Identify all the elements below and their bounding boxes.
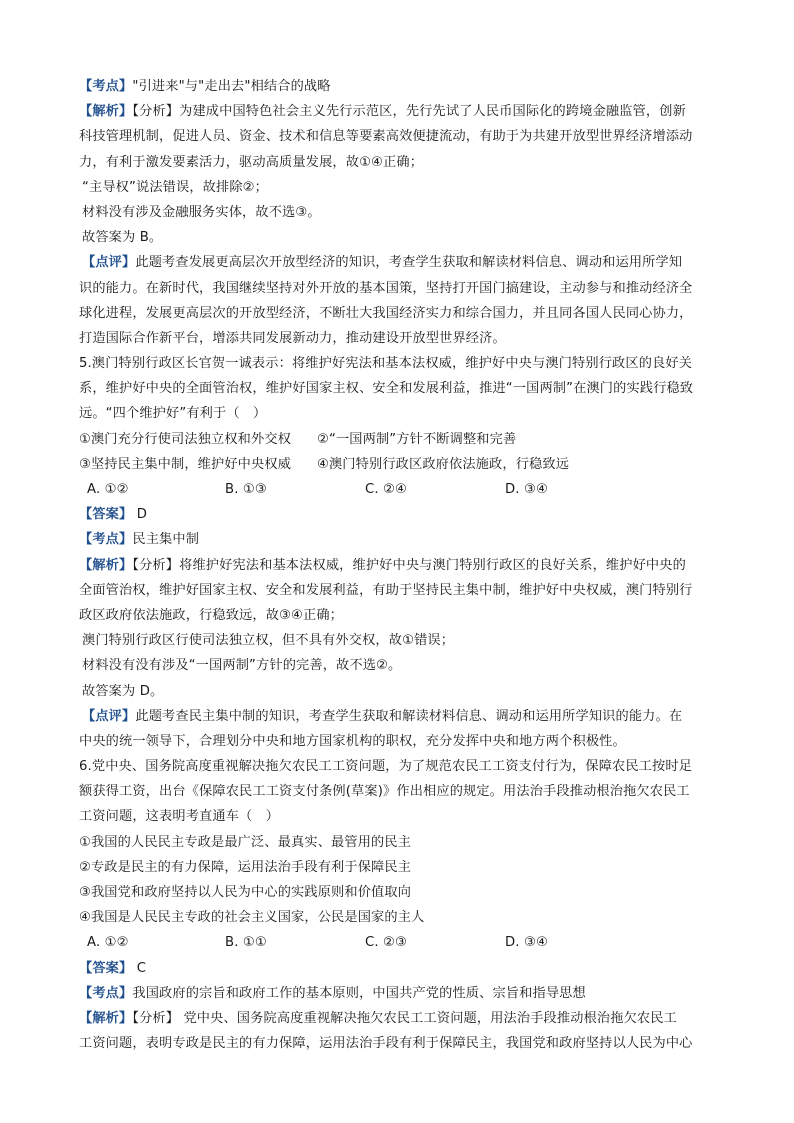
q5-jiexi-line-4: 澳门特别行政区行使司法独立权，但不具有外交权，故①错误；	[82, 633, 455, 649]
dianping-text: 此题考查民主集中制的知识，考查学生获取和解读材料信息、调动和运用所学知识的能力。在	[135, 708, 683, 724]
q6-item-3: ③我国党和政府坚持以人民为中心的实践原则和价值取向	[79, 885, 412, 900]
q5-dianping-line-2: 中央的统一领导下，合理划分中央和地方国家机构的职权，充分发挥中央和地方两个积极性。	[79, 733, 626, 749]
q5-stem-line-2: 系，维护好中央的全面管治权，维护好国家主权、安全和发展利益，推进“一国两制”在澳门的实践行稳致	[79, 381, 694, 397]
q4-jiexi-line-2: 科技管理机制，促进人员、资金、技术和信息等要素高效便捷流动，有助于为共建开放型世界经济增添动	[79, 129, 693, 145]
label-jiexi: 【解析】	[79, 1010, 133, 1026]
q5-items-row-1	[79, 427, 722, 452]
jiexi-text: 【分析】将维护好宪法和基本法权威，维护好中央与澳门特别行政区的良好关系，维护好中央的	[132, 557, 686, 573]
daan-value: D	[136, 507, 148, 523]
q5-jiexi-line-2: 全面管治权，维护好国家主权、安全和发展利益，有助于坚持民主集中制，维护好中央权威，澳门特别行	[79, 582, 693, 598]
label-dianping: 【点评】	[82, 708, 136, 724]
q5-jiexi-line-5: 材料没有没有涉及“一国两制”方针的完善，故不选②。	[82, 658, 402, 674]
q5-item-1: ①澳门充分行使司法独立权和外交权	[79, 431, 292, 447]
q5-item-4: ④澳门特别行政区政府依法施政，行稳致远	[317, 456, 570, 472]
q5-choices	[79, 477, 722, 502]
q5-dianping-line-1	[79, 704, 722, 729]
label-daan: 【答案】	[79, 507, 133, 523]
q5-choice-b: B. ①③	[225, 482, 267, 497]
label-daan: 【答案】	[79, 960, 133, 976]
q4-kaodian	[79, 74, 722, 99]
q6-stem-line-2: 额获得工资，出台《保障农民工工资支付条例(草案)》作出相应的规定。用法治手段推动根治拖欠农民工	[79, 784, 690, 800]
q6-stem-line-1: 6.党中央、国务院高度重视解决拖欠农民工工资问题，为了规范农民工工资支付行为，保障农民工按时足	[79, 759, 693, 775]
q6-stem-line-3: 工资问题，这表明考直通车（ ）	[79, 809, 280, 825]
q5-item-2: ②“一国两制”方针不断调整和完善	[317, 431, 517, 447]
q5-jiexi-line-6: 故答案为 D。	[82, 683, 164, 699]
label-kaodian: 【考点】	[79, 532, 133, 548]
q4-jiexi-line-3: 力，有利于激发要素活力，驱动高质量发展，故①④正确；	[79, 154, 424, 170]
q6-choice-a: A. ①②	[87, 935, 129, 951]
q4-jiexi-line-1	[79, 99, 722, 124]
q6-choice-b: B. ①①	[225, 935, 267, 951]
q5-choice-d: D. ③④	[505, 482, 548, 497]
q6-jiexi-line-2: 工资问题，表明专政是民主的有力保障，运用法治手段有利于保障民主，我国党和政府坚持以人民为中心	[79, 1036, 693, 1052]
q6-choice-d: D. ③④	[505, 935, 548, 951]
q6-jiexi-line-1	[79, 1006, 722, 1031]
label-kaodian: 【考点】	[79, 985, 133, 1001]
q5-daan	[79, 502, 722, 527]
q5-choice-a: A. ①②	[87, 482, 129, 497]
q4-dianping-line-2: 识的能力。在新时代，我国继续坚持对外开放的基本国策，坚持打开国门搞建设，主动参与和推动经济全	[79, 280, 693, 296]
jiexi-text: 【分析】 党中央、国务院高度重视解决拖欠农民工工资问题，用法治手段推动根治拖欠农民工	[132, 1010, 677, 1026]
q6-daan	[79, 956, 722, 981]
q4-dianping-line-1	[79, 250, 722, 275]
q5-jiexi-line-1	[79, 553, 722, 578]
q5-choice-c: C. ②④	[365, 482, 407, 497]
kaodian-text: 民主集中制	[132, 532, 200, 548]
kaodian-text: "引进来"与"走出去"相结合的战略	[132, 79, 331, 94]
label-jiexi: 【解析】	[79, 104, 133, 120]
q6-choices	[79, 930, 722, 955]
q6-item-1: ①我国的人民民主专政是最广泛、最真实、最管用的民主	[79, 834, 412, 850]
q5-stem-line-3: 远。“四个维护好”有利于（ ）	[79, 406, 267, 422]
q5-stem-line-1: 5.澳门特别行政区长官贺一诚表示：将维护好宪法和基本法权威，维护好中央与澳门特别行政区的良好关	[79, 356, 693, 372]
label-jiexi: 【解析】	[79, 557, 133, 573]
q5-items-row-2	[79, 452, 722, 477]
q4-dianping-line-3: 球化进程，发展更高层次的开放型经济，不断壮大我国经济实力和综合国力，并且同各国人民同心协力，	[79, 305, 693, 321]
daan-value: C	[136, 960, 147, 976]
q5-item-3: ③坚持民主集中制，维护好中央权威	[79, 456, 292, 472]
q6-choice-c: C. ②③	[365, 935, 407, 951]
label-kaodian: 【考点】	[79, 79, 133, 94]
dianping-text: 此题考查发展更高层次开放型经济的知识，考查学生获取和解读材料信息、调动和运用所学知	[135, 255, 683, 271]
jiexi-text: 【分析】为建成中国特色社会主义先行示范区，先行先试了人民币国际化的跨境金融监管，创新	[132, 104, 686, 120]
label-dianping: 【点评】	[82, 255, 136, 271]
q6-kaodian	[79, 981, 722, 1006]
q4-jiexi-line-6: 故答案为 B。	[82, 230, 163, 246]
q4-jiexi-line-5: 材料没有涉及金融服务实体，故不选③。	[82, 204, 321, 220]
q4-jiexi-line-4: “主导权”说法错误，故排除②；	[82, 179, 268, 195]
q4-dianping-line-4: 打造国际合作新平台，增添共同发展新动力，推动建设开放型世界经济。	[79, 330, 506, 346]
q5-kaodian	[79, 527, 722, 552]
q5-jiexi-line-3: 政区政府依法施政，行稳致远，故③④正确；	[79, 607, 344, 623]
q6-item-4: ④我国是人民民主专政的社会主义国家，公民是国家的主人	[79, 910, 425, 926]
q6-item-2: ②专政是民主的有力保障，运用法治手段有利于保障民主	[79, 859, 412, 875]
kaodian-text: 我国政府的宗旨和政府工作的基本原则，中国共产党的性质、宗旨和指导思想	[132, 985, 586, 1001]
